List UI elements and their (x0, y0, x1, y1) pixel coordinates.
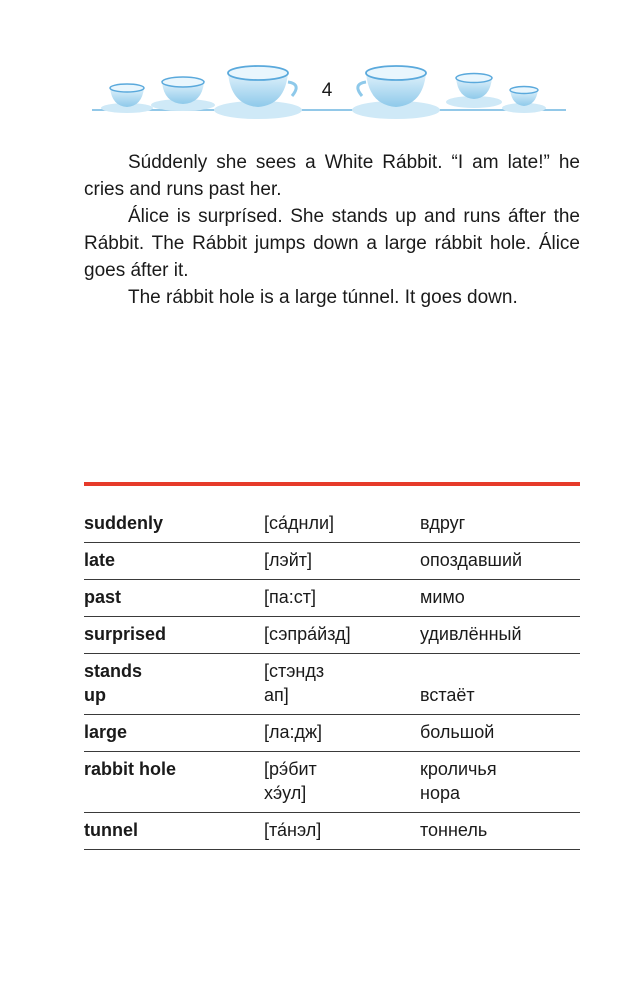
vocab-translation: мимо (420, 587, 465, 607)
page-header (0, 58, 644, 128)
vocab-transcription: [па:ст] (264, 587, 317, 607)
page-number: 4 (321, 80, 333, 101)
teacup-3 (214, 66, 302, 119)
teacup-4 (352, 66, 440, 119)
table-row (84, 813, 580, 850)
story-text (84, 149, 580, 311)
vocab-transcription: [стэндз ап] (264, 661, 325, 705)
table-row (84, 654, 580, 715)
table-row (84, 580, 580, 617)
paragraph: Álice is surprísed. She stands up and runs áfter the Rábbit. The Rábbit jumps down a large rábbit hole. Álice goes áfter it. (84, 206, 580, 281)
vocab-word: large (84, 722, 128, 742)
teacup-2 (151, 77, 215, 111)
vocab-transcription: [та́нэл] (264, 820, 322, 840)
vocab-transcription: [рэ́бит хэ́ул] (264, 759, 317, 803)
vocab-translation: кроличья нора (420, 759, 497, 803)
vocab-word: late (84, 550, 116, 570)
table-row (84, 752, 580, 813)
vocab-translation: удивлённый (420, 624, 522, 644)
vocab-word: suddenly (84, 513, 164, 533)
teacup-6 (502, 87, 546, 114)
vocab-transcription: [сэпра́йзд] (264, 624, 351, 644)
vocab-translation: большой (420, 722, 495, 742)
vocab-word: rabbit hole (84, 759, 177, 779)
table-row (84, 506, 580, 543)
vocabulary-table (84, 506, 580, 850)
vocab-translation: опоздавший (420, 550, 523, 570)
table-row (84, 715, 580, 752)
vocab-translation: встаёт (420, 685, 475, 705)
teacup-1 (101, 84, 153, 113)
teacup-5 (446, 74, 502, 109)
vocab-word: tunnel (84, 820, 138, 840)
table-row (84, 617, 580, 654)
vocab-word: past (84, 587, 122, 607)
divider (84, 482, 580, 486)
vocab-word: stands up (84, 661, 143, 705)
vocab-transcription: [ла:дж] (264, 722, 323, 742)
paragraph: Súddenly she sees a White Rábbit. “I am late!” he cries and runs past her. (84, 152, 580, 200)
vocab-transcription: [са́днли] (264, 513, 335, 533)
table-row (84, 543, 580, 580)
vocab-transcription: [лэйт] (264, 550, 312, 570)
vocab-translation: тоннель (420, 820, 488, 840)
vocab-word: surprised (84, 624, 167, 644)
paragraph: The rábbit hole is a large túnnel. It goes down. (128, 287, 518, 308)
vocab-translation: вдруг (420, 513, 466, 533)
